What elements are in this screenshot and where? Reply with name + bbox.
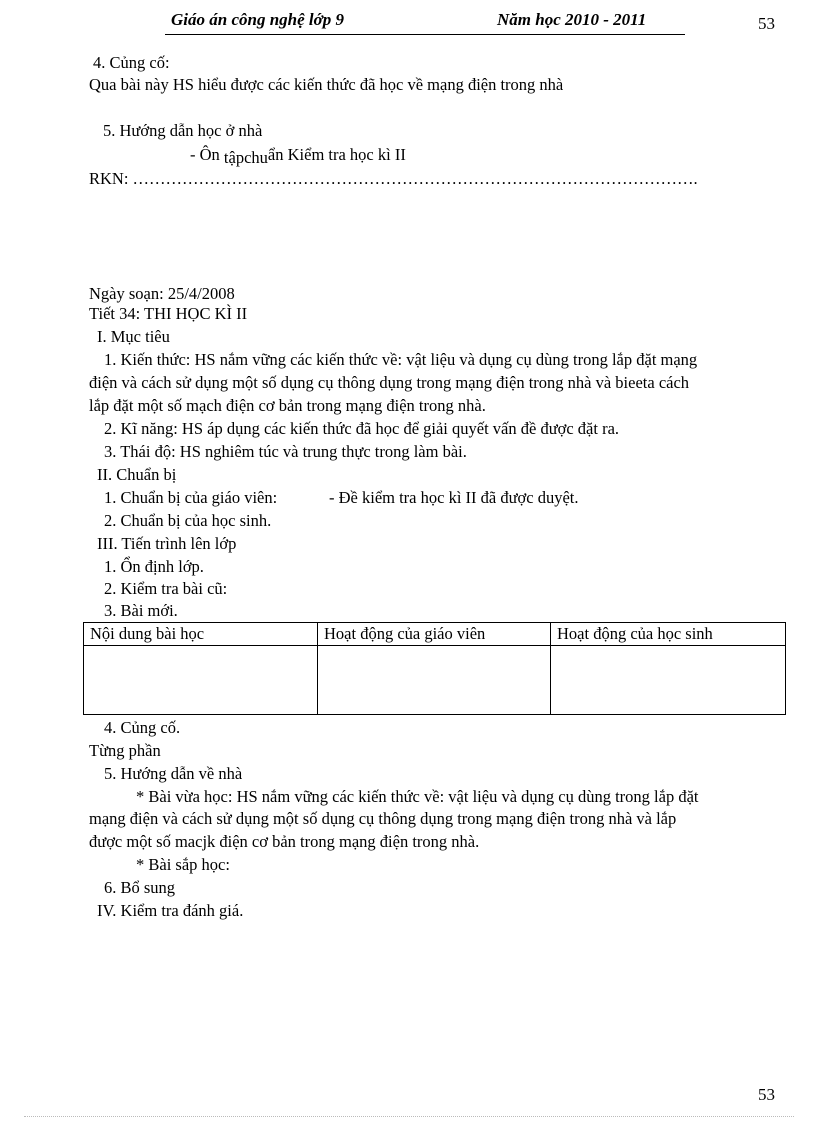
rkn-line: RKN: ………………………………………………………………………………………….	[89, 169, 698, 188]
closing-review-text: Từng phần	[89, 741, 161, 760]
homework-item-prefix: - Ôn	[190, 145, 224, 164]
guide-heading: 5. Hướng dẫn về nhà	[104, 764, 243, 783]
supplement-heading: 6. Bổ sung	[104, 878, 176, 897]
knowledge-line-3: lắp đặt một số mạch điện cơ bản trong mạng điện trong nhà.	[89, 396, 486, 415]
teacher-prep-value: - Đề kiểm tra học kì II đã được duyệt.	[329, 488, 579, 507]
process-step-1: 1. Ổn định lớp.	[104, 557, 204, 576]
lesson-activity-table	[83, 622, 786, 715]
homework-item-mid: chu	[244, 148, 268, 167]
table-header-row	[84, 623, 786, 646]
homework-heading: 5. Hướng dẫn học ở nhà	[103, 121, 263, 140]
upcoming-lesson: * Bài sắp học:	[136, 855, 230, 874]
header-course-title: Giáo án công nghệ lớp 9	[171, 10, 345, 29]
objectives-heading: I. Mục tiêu	[97, 327, 170, 346]
teacher-prep-label: 1. Chuẩn bị của giáo viên:	[104, 488, 278, 507]
studied-line-3: được một số macjk điện cơ bản trong mạng điện trong nhà.	[89, 832, 480, 851]
homework-item-suffix: Kiểm tra học kì II	[283, 145, 406, 164]
studied-line-1: * Bài vừa học: HS nắm vững các kiến thức về: vật liệu và dụng cụ dùng trong lắp đặt	[136, 787, 699, 806]
table-cell-teacher	[318, 646, 551, 715]
homework-item	[190, 144, 406, 166]
knowledge-line-1: 1. Kiến thức: HS nắm vững các kiến thức về: vật liệu và dụng cụ dùng trong lắp đặt mạng	[104, 350, 698, 369]
review-heading: 4. Củng cố:	[93, 53, 170, 72]
skills-line: 2. Kĩ năng: HS áp dụng các kiến thức đã học để giải quyết vấn đề được đặt ra.	[104, 419, 620, 438]
lesson-title: Tiết 34: THI HỌC KÌ II	[89, 304, 248, 323]
knowledge-line-2: điện và cách sử dụng một số dụng cụ thông dụng trong mạng điện trong nhà và bieeta cách	[89, 373, 690, 392]
page-header	[165, 10, 685, 35]
column-header-content: Nội dung bài học	[84, 623, 318, 646]
column-header-teacher: Hoạt động của giáo viên	[318, 623, 551, 646]
attitude-line: 3. Thái độ: HS nghiêm túc và trung thực trong làm bài.	[104, 442, 467, 461]
header-school-year: Năm học 2010 - 2011	[497, 10, 647, 29]
studied-line-2: mạng điện và cách sử dụng một số dụng cụ thông dụng trong mạng điện trong nhà và lắp	[89, 809, 677, 828]
process-step-3: 3. Bài mới.	[104, 601, 178, 620]
table-cell-student	[551, 646, 786, 715]
process-step-2: 2. Kiểm tra bài cũ:	[104, 579, 228, 598]
closing-review-heading: 4. Củng cố.	[104, 718, 181, 737]
footer-divider	[24, 1116, 794, 1117]
review-text: Qua bài này HS hiểu được các kiến thức đã học về mạng điện trong nhà	[89, 75, 564, 94]
process-heading: III. Tiến trình lên lớp	[97, 534, 237, 553]
table-row	[84, 646, 786, 715]
column-header-student: Hoạt động của học sinh	[551, 623, 786, 646]
page-number-bottom: 53	[758, 1085, 775, 1104]
student-prep: 2. Chuẩn bị của học sinh.	[104, 511, 272, 530]
preparation-heading: II. Chuẩn bị	[97, 465, 177, 484]
homework-item-sub1: tập	[223, 148, 245, 167]
table-cell-content	[84, 646, 318, 715]
lesson-date: Ngày soạn: 25/4/2008	[89, 284, 235, 303]
homework-item-sub2: ẩn	[267, 145, 284, 164]
evaluation-heading: IV. Kiểm tra đánh giá.	[97, 901, 244, 920]
page-number-top: 53	[758, 14, 775, 33]
